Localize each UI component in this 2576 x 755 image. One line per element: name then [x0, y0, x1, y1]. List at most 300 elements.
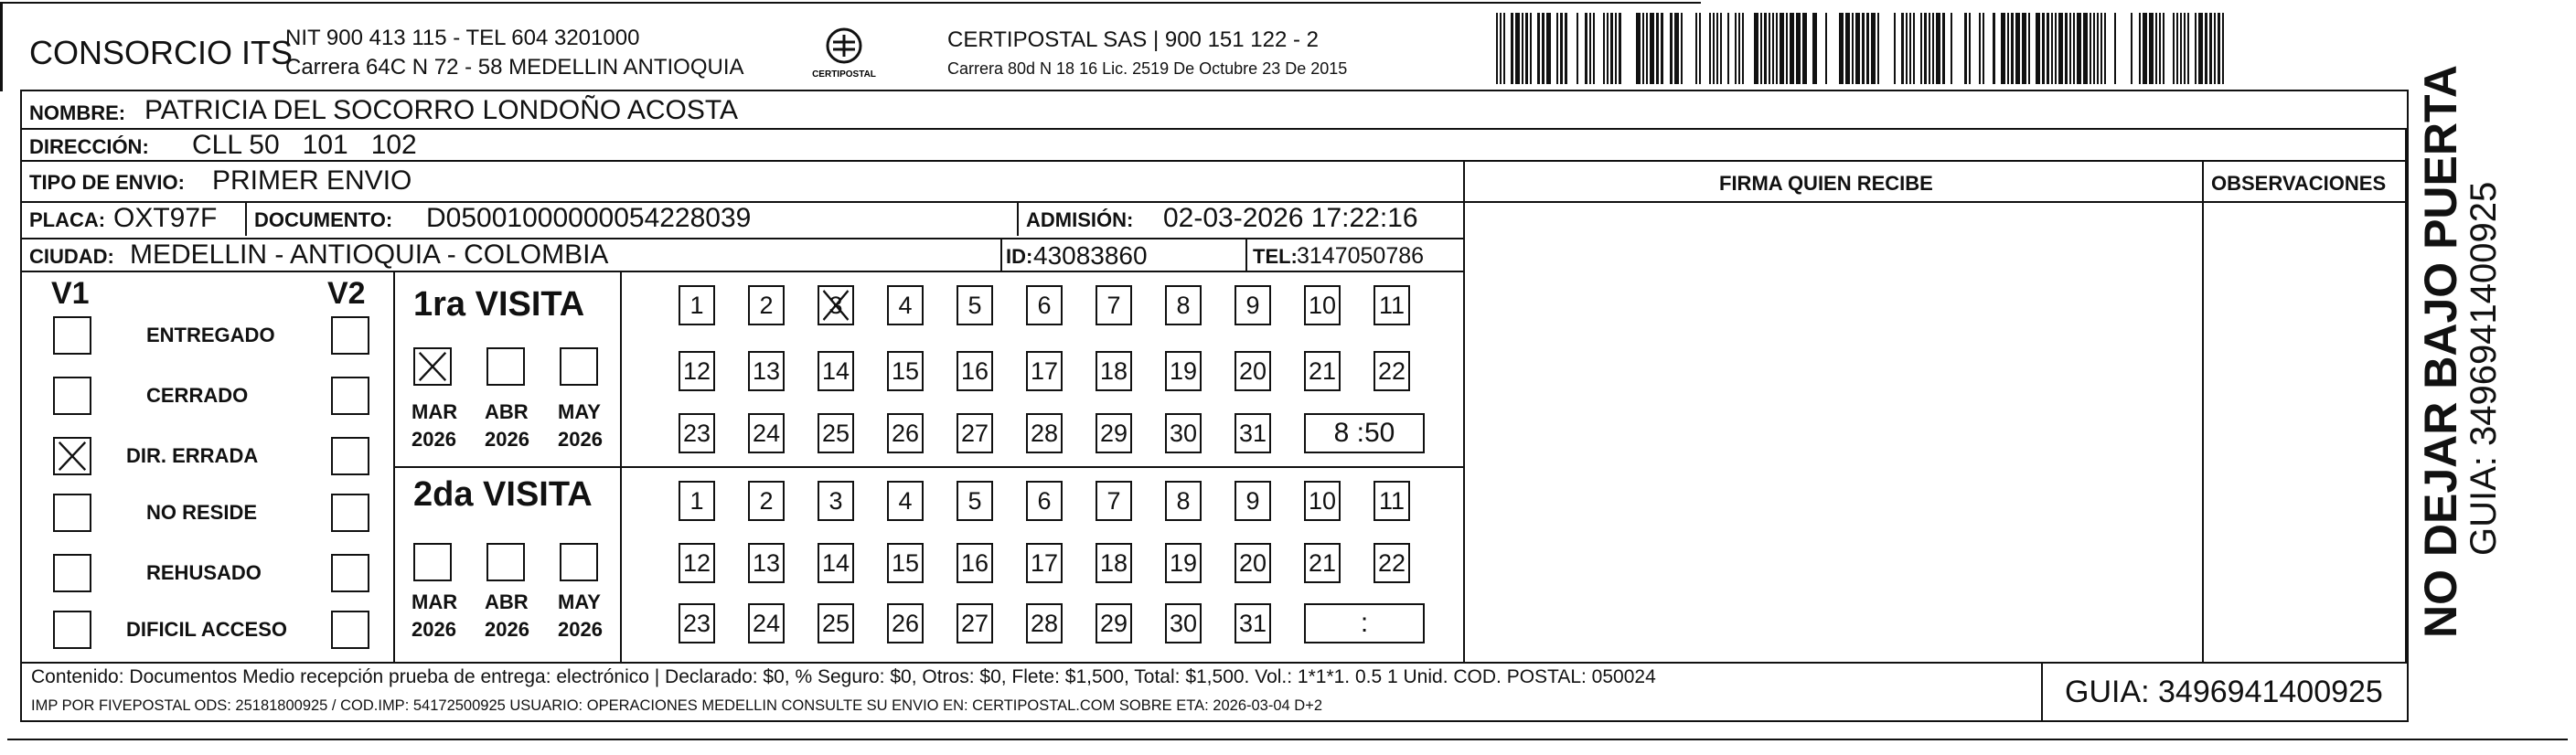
day-box[interactable] [1026, 543, 1063, 583]
barcode-bar [2065, 13, 2068, 84]
day-box[interactable] [887, 603, 924, 643]
barcode-bar [2173, 13, 2175, 84]
day-box[interactable] [1304, 285, 1341, 325]
day-box[interactable] [1374, 285, 1410, 325]
barcode-bar [1862, 13, 1865, 84]
day-box[interactable] [957, 285, 993, 325]
month-label: ABR [485, 400, 529, 423]
barcode-bar [1585, 13, 1587, 84]
barcode-bar [1983, 13, 1984, 84]
visit-time-box[interactable]: : [1304, 603, 1425, 643]
barcode-bar [1942, 13, 1945, 84]
month-checkbox[interactable] [560, 543, 598, 581]
day-box[interactable] [957, 481, 993, 521]
barcode-bar [2222, 13, 2224, 84]
day-box[interactable] [818, 481, 854, 521]
barcode-bar [2100, 13, 2102, 84]
day-box[interactable] [679, 603, 715, 643]
day-number: 23 [682, 609, 711, 637]
barcode-bar [2104, 13, 2106, 84]
bottom-border [7, 739, 2568, 740]
day-number: 16 [960, 356, 989, 385]
barcode-bar [1866, 13, 1869, 84]
firma-column-header: FIRMA QUIEN RECIBE [1719, 172, 1933, 195]
day-box[interactable] [1026, 285, 1063, 325]
year-label: 2026 [485, 618, 529, 641]
day-box[interactable] [1374, 543, 1410, 583]
barcode-bar [1716, 13, 1718, 84]
direccion-label: DIRECCIÓN: [29, 135, 149, 158]
observaciones-column-header: OBSERVACIONES [2211, 172, 2387, 195]
month-label: MAY [558, 590, 601, 613]
day-box[interactable] [818, 351, 854, 391]
year-label: 2026 [558, 618, 603, 641]
barcode-bar [1525, 13, 1528, 84]
day-number: 7 [1106, 291, 1121, 319]
status-label: DIR. ERRADA [126, 444, 259, 467]
day-box[interactable] [1096, 413, 1132, 453]
barcode-bar [1776, 13, 1778, 84]
day-number: 9 [1245, 291, 1260, 319]
day-number: 21 [1308, 356, 1337, 385]
barcode-bar [1674, 13, 1679, 84]
left-frame-top [0, 4, 3, 91]
day-number: 1 [689, 486, 704, 515]
barcode-bar [1929, 13, 1930, 84]
barcode-bar [1993, 13, 1995, 84]
barcode-bar [2114, 13, 2116, 84]
day-box[interactable] [1165, 603, 1202, 643]
year-label: 2026 [412, 428, 456, 451]
side-guia: GUIA: 3496941400925 [2464, 181, 2504, 556]
status-v1-checkbox[interactable] [53, 316, 91, 355]
day-number: 28 [1030, 609, 1059, 637]
barcode-bar [1720, 13, 1722, 84]
barcode-bar [1951, 13, 1952, 84]
day-number: 11 [1378, 486, 1406, 515]
day-box[interactable] [887, 413, 924, 453]
day-box[interactable] [957, 351, 993, 391]
admision-label: ADMISIÓN: [1026, 208, 1134, 231]
barcode-bar [1681, 13, 1683, 84]
barcode-bar [2198, 13, 2203, 84]
status-v1-checkbox[interactable] [53, 554, 91, 592]
day-number: 17 [1030, 356, 1059, 385]
month-checkbox[interactable] [413, 347, 452, 386]
barcode-bar [1909, 13, 1911, 84]
barcode-bar [2205, 13, 2207, 84]
day-number: 19 [1169, 356, 1198, 385]
barcode-bar [1906, 13, 1908, 84]
day-box[interactable] [957, 413, 993, 453]
barcode-bar [2093, 13, 2095, 84]
barcode-bar [1845, 13, 1850, 84]
barcode-bar [2131, 13, 2132, 84]
day-number: 12 [682, 548, 711, 577]
barcode-bar [1709, 13, 1711, 84]
day-number: 21 [1308, 548, 1337, 577]
day-box[interactable] [1235, 481, 1271, 521]
barcode-bar [1577, 13, 1578, 84]
day-number: 20 [1238, 548, 1267, 577]
day-number: 3 [828, 486, 843, 515]
barcode-bar [2022, 13, 2026, 84]
barcode-bar [1560, 13, 1563, 84]
company-address: Carrera 64C N 72 - 58 MEDELLIN ANTIOQUIA [285, 55, 744, 80]
barcode-bar [1936, 13, 1940, 84]
barcode-bar [1607, 13, 1609, 84]
day-box[interactable] [1374, 481, 1410, 521]
day-box[interactable] [679, 351, 715, 391]
direccion-value: CLL 50 101 102 [192, 130, 417, 160]
status-v1-checkbox[interactable] [53, 377, 91, 415]
day-number: 27 [960, 609, 989, 637]
day-number: 6 [1037, 486, 1052, 515]
barcode-bar [2214, 13, 2216, 84]
day-number: 23 [682, 419, 711, 447]
barcode-bar [1920, 13, 1922, 84]
day-number: 9 [1245, 486, 1260, 515]
day-box[interactable] [1235, 351, 1271, 391]
tel-value: 3147050786 [1297, 243, 1425, 269]
barcode-bar [1610, 13, 1613, 84]
month-checkbox[interactable] [413, 543, 452, 581]
day-number: 26 [891, 609, 920, 637]
barcode-bar [2047, 13, 2049, 84]
barcode-bar [1496, 13, 1498, 84]
barcode-bar [2055, 13, 2057, 84]
day-box[interactable] [1235, 543, 1271, 583]
no-dejar-warning: NO DEJAR BAJO PUERTA [2415, 65, 2466, 638]
day-number: 3 [828, 291, 843, 319]
placa-label: PLACA: [29, 208, 106, 231]
day-number: 30 [1169, 419, 1198, 447]
day-box[interactable] [887, 351, 924, 391]
year-label: 2026 [558, 428, 603, 451]
barcode-bar [2083, 13, 2088, 84]
month-checkbox[interactable] [486, 543, 525, 581]
day-number: 19 [1169, 548, 1198, 577]
day-box[interactable] [818, 413, 854, 453]
barcode-bar [2015, 13, 2020, 84]
year-label: 2026 [412, 618, 456, 641]
day-number: 15 [891, 356, 920, 385]
day-number: 5 [967, 486, 982, 515]
barcode-bar [1969, 13, 1971, 84]
day-box[interactable] [1165, 413, 1202, 453]
barcode-bar [1522, 13, 1523, 84]
day-box[interactable] [957, 543, 993, 583]
barcode-bar [2077, 13, 2081, 84]
barcode-bar [1979, 13, 1981, 84]
day-number: 8 [1176, 291, 1191, 319]
day-box[interactable] [1096, 285, 1132, 325]
v1-header: V1 [51, 276, 90, 311]
barcode-bar [1646, 13, 1648, 84]
status-label: NO RESIDE [146, 501, 258, 524]
barcode-bar [1593, 13, 1595, 84]
day-number: 20 [1238, 356, 1267, 385]
day-box[interactable] [1304, 351, 1341, 391]
status-v2-checkbox[interactable] [331, 437, 369, 475]
status-label: REHUSADO [146, 561, 262, 584]
barcode-bar [1603, 13, 1605, 84]
day-box[interactable] [1096, 603, 1132, 643]
barcode-bar [1901, 13, 1904, 84]
day-box[interactable] [1235, 413, 1271, 453]
barcode-bar [1589, 13, 1591, 84]
barcode-bar [1615, 13, 1617, 84]
day-number: 1 [689, 291, 704, 319]
day-number: 25 [821, 609, 850, 637]
day-number: 11 [1378, 291, 1406, 319]
day-number: 7 [1106, 486, 1121, 515]
barcode-bar [1699, 13, 1701, 84]
day-box[interactable] [748, 351, 785, 391]
status-v2-checkbox[interactable] [331, 554, 369, 592]
month-label: ABR [485, 590, 529, 613]
day-box[interactable] [1235, 603, 1271, 643]
status-v2-checkbox[interactable] [331, 494, 369, 532]
barcode-bar [1556, 13, 1558, 84]
barcode-bar [1642, 13, 1644, 84]
status-v1-checkbox[interactable] [53, 611, 91, 649]
barcode-bar [1760, 13, 1762, 84]
status-v1-checkbox[interactable] [53, 494, 91, 532]
day-box[interactable] [1096, 351, 1132, 391]
ciudad-value: MEDELLIN - ANTIOQUIA - COLOMBIA [130, 239, 609, 270]
day-box[interactable] [818, 543, 854, 583]
postal-logo-icon [812, 26, 876, 82]
visit-time-box[interactable]: 8 :50 [1304, 413, 1425, 453]
barcode-bar [1855, 13, 1860, 84]
barcode-bar [1738, 13, 1740, 84]
tel-label: TEL: [1253, 245, 1298, 268]
day-box[interactable] [887, 481, 924, 521]
barcode-bar [1871, 13, 1876, 84]
barcode-bar [1542, 13, 1545, 84]
day-number: 31 [1238, 419, 1267, 447]
barcode-bar [1772, 13, 1774, 84]
day-number: 26 [891, 419, 920, 447]
barcode-bar [1932, 13, 1934, 84]
visit1-title: 1ra VISITA [413, 285, 585, 324]
tipo-envio-label: TIPO DE ENVIO: [29, 171, 185, 194]
tipo-envio-value: PRIMER ENVIO [212, 165, 412, 196]
barcode-bar [1839, 13, 1844, 84]
barcode-bar [2184, 13, 2186, 84]
day-number: 13 [752, 356, 781, 385]
barcode-bar [1656, 13, 1659, 84]
month-checkbox[interactable] [486, 347, 525, 386]
barcode-bar [1812, 13, 1817, 84]
month-checkbox[interactable] [560, 347, 598, 386]
barcode-bar [2090, 13, 2091, 84]
day-box[interactable] [748, 543, 785, 583]
day-box[interactable] [1165, 285, 1202, 325]
barcode-bar [2073, 13, 2075, 84]
day-box[interactable] [748, 285, 785, 325]
day-box[interactable] [1026, 351, 1063, 391]
barcode-bar [1695, 13, 1697, 84]
admision-value: 02-03-2026 17:22:16 [1163, 203, 1418, 233]
barcode-bar [2218, 13, 2220, 84]
ciudad-label: CIUDAD: [29, 245, 114, 268]
barcode-bar [1530, 13, 1532, 84]
day-number: 28 [1030, 419, 1059, 447]
x-mark-icon [819, 287, 852, 324]
day-number: 6 [1037, 291, 1052, 319]
day-box[interactable] [887, 285, 924, 325]
barcode-bar [1786, 13, 1788, 84]
barcode-bar [1913, 13, 1915, 84]
day-box[interactable] [1304, 481, 1341, 521]
footer-contents: Contenido: Documentos Medio recepción prueba de entrega: electrónico | Declarado: $0, % Seguro: $0, Otros: $0, Flete: $1,500, Total: $1,500. Vol.: 1*1*1. 0.5 1 Unid. COD. POSTAL: 050024 [31, 666, 1656, 687]
status-v1-checkbox[interactable] [53, 437, 91, 475]
day-number: 8 [1176, 486, 1191, 515]
day-box[interactable] [1096, 543, 1132, 583]
day-box[interactable] [1165, 351, 1202, 391]
barcode-bar [1511, 13, 1513, 84]
day-box[interactable] [1304, 543, 1341, 583]
carrier-name: CERTIPOSTAL SAS | 900 151 122 - 2 [947, 27, 1319, 52]
barcode-bar [2163, 13, 2164, 84]
barcode-bar [2036, 13, 2040, 84]
barcode-bar [1565, 13, 1567, 84]
month-label: MAR [412, 400, 458, 423]
day-box[interactable] [1026, 603, 1063, 643]
day-number: 13 [752, 548, 781, 577]
id-value: 43083860 [1033, 241, 1148, 270]
barcode-bar [2180, 13, 2182, 84]
day-box[interactable] [1235, 285, 1271, 325]
barcode-bar [1754, 13, 1758, 84]
barcode-bar [1852, 13, 1854, 84]
svg-text:CERTIPOSTAL: CERTIPOSTAL [812, 69, 876, 80]
barcode-bar [2069, 13, 2071, 84]
barcode-bar [1742, 13, 1744, 84]
barcode-bar [1650, 13, 1654, 84]
barcode-bar [1802, 13, 1807, 84]
day-number: 16 [960, 548, 989, 577]
status-label: CERRADO [146, 384, 249, 407]
year-label: 2026 [485, 428, 529, 451]
day-number: 10 [1308, 291, 1337, 319]
day-box[interactable] [679, 543, 715, 583]
day-box[interactable] [1096, 481, 1132, 521]
day-box[interactable] [1165, 543, 1202, 583]
barcode-bar [1894, 13, 1896, 84]
x-mark-icon [55, 439, 90, 473]
barcode-bar [1636, 13, 1641, 84]
barcode-bar [1964, 13, 1967, 84]
day-number: 29 [1099, 419, 1128, 447]
top-border [0, 2, 1701, 4]
day-number: 29 [1099, 609, 1128, 637]
certipostal-logo [812, 26, 876, 82]
day-box[interactable] [748, 413, 785, 453]
day-box[interactable] [679, 285, 715, 325]
day-box[interactable] [1026, 481, 1063, 521]
v2-header: V2 [327, 276, 366, 311]
status-v2-checkbox[interactable] [331, 377, 369, 415]
barcode-bar [1769, 13, 1770, 84]
barcode-bar [1537, 13, 1540, 84]
barcode-bar [1515, 13, 1520, 84]
barcode-bar [1727, 13, 1729, 84]
day-box[interactable] [748, 481, 785, 521]
side-text [2414, 65, 2576, 640]
barcode-bar [1780, 13, 1784, 84]
day-box[interactable] [957, 603, 993, 643]
barcode-bar [1825, 13, 1827, 84]
barcode-bar [1619, 13, 1621, 84]
barcode-bar [2011, 13, 2014, 84]
day-number: 4 [898, 486, 913, 515]
company-name: CONSORCIO ITS [29, 34, 294, 71]
nombre-value: PATRICIA DEL SOCORRO LONDOÑO ACOSTA [144, 95, 738, 125]
footer-print-info: IMP POR FIVEPOSTAL ODS: 25181800925 / COD.IMP: 54172500925 USUARIO: OPERACIONES MEDELLIN CONSULTE SU ENVIO EN: CERTIPOSTAL.COM SOBRE ETA: 2026-03-04 D+2 [31, 697, 1323, 714]
day-number: 15 [891, 548, 920, 577]
barcode-bar [2042, 13, 2045, 84]
day-number: 31 [1238, 609, 1267, 637]
day-number: 12 [682, 356, 711, 385]
barcode-bar [2176, 13, 2178, 84]
barcode-bar [2209, 13, 2212, 84]
id-label: ID: [1006, 245, 1033, 268]
status-v2-checkbox[interactable] [331, 316, 369, 355]
barcode-bar [1503, 13, 1505, 84]
day-box[interactable] [679, 413, 715, 453]
day-number: 22 [1377, 356, 1406, 385]
barcode-bar [2149, 13, 2154, 84]
day-box[interactable] [1374, 351, 1410, 391]
barcode-bar [2058, 13, 2063, 84]
barcode-bar [1796, 13, 1801, 84]
day-box[interactable] [1026, 413, 1063, 453]
day-number: 25 [821, 419, 850, 447]
visit2-title: 2da VISITA [413, 475, 593, 514]
day-number: 2 [759, 486, 774, 515]
day-box[interactable] [887, 543, 924, 583]
barcode-bar [1735, 13, 1737, 84]
status-v2-checkbox[interactable] [331, 611, 369, 649]
day-number: 18 [1099, 356, 1128, 385]
barcode-bar [1790, 13, 1794, 84]
barcode-bar [1661, 13, 1663, 84]
barcode-bar [2051, 13, 2053, 84]
barcode-bar [1764, 13, 1767, 84]
documento-label: DOCUMENTO: [254, 208, 393, 231]
barcode-bar [2155, 13, 2157, 84]
barcode-bar [1546, 13, 1551, 84]
day-number: 22 [1377, 548, 1406, 577]
barcode-bar [2007, 13, 2009, 84]
day-box[interactable] [818, 603, 854, 643]
placa-value: OXT97F [113, 203, 218, 233]
day-box[interactable] [679, 481, 715, 521]
day-box[interactable] [818, 285, 854, 325]
day-box[interactable] [748, 603, 785, 643]
day-number: 24 [752, 419, 781, 447]
barcode-bar [2143, 13, 2147, 84]
barcode-bar [1670, 13, 1673, 84]
day-number: 4 [898, 291, 913, 319]
footer-guia: GUIA: 3496941400925 [2065, 675, 2383, 709]
day-number: 14 [821, 548, 850, 577]
day-box[interactable] [1165, 481, 1202, 521]
barcode-bar [1877, 13, 1879, 84]
